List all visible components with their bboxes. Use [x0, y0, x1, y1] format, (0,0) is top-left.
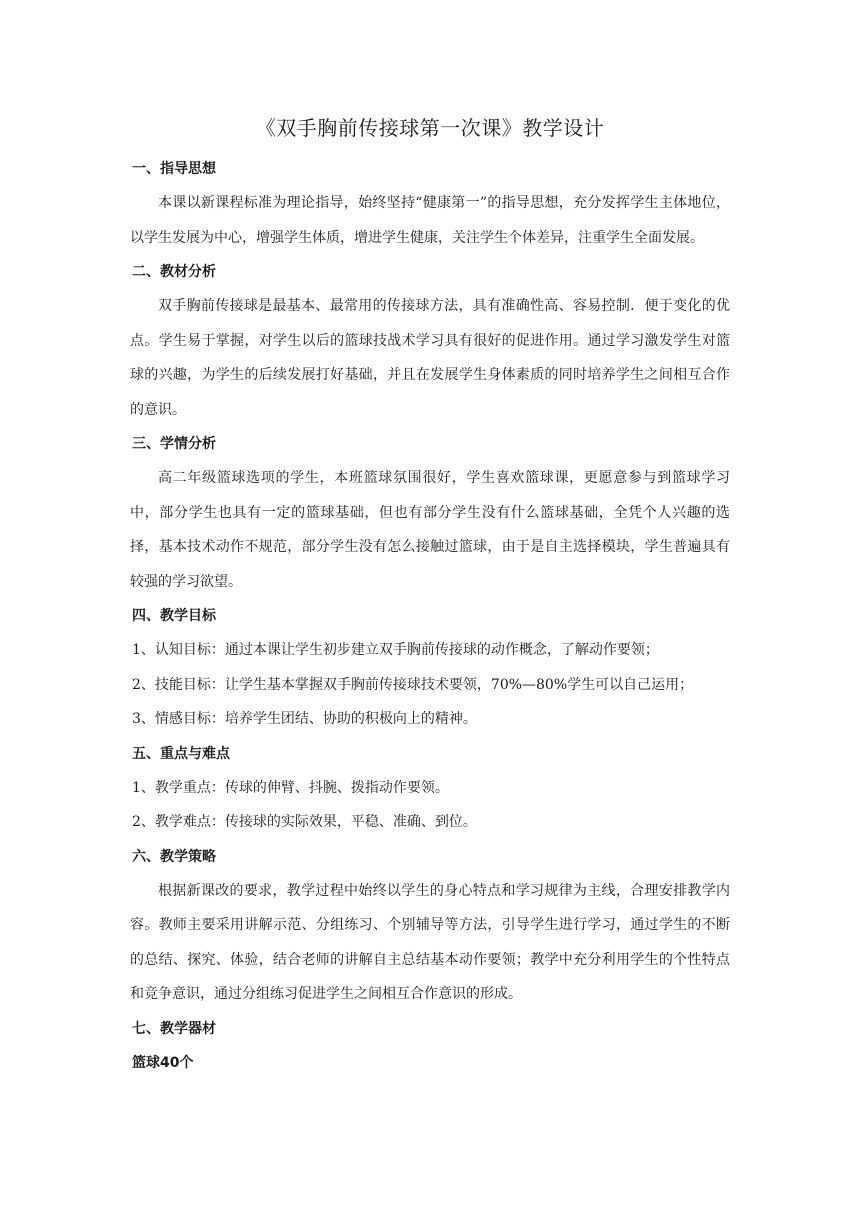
section-teaching-equipment	[130, 1012, 730, 1080]
objective-item: 2、技能目标：让学生基本掌握双手胸前传接球技术要领，70%—80%学生可以自己运用；	[132, 676, 694, 693]
section-paragraph: 本课以新课程标准为理论指导，始终坚持“健康第一”的指导思想，充分发挥学生主体地位，以学生发展为中心，增强学生体质，增进学生健康，关注学生个体差异，注重学生全面发展。	[130, 195, 730, 246]
section-heading: 三、学情分析	[132, 436, 216, 452]
objective-item: 3、情感目标：培养学生团结、协助的积极向上的精神。	[132, 711, 477, 727]
section-paragraph: 根据新课改的要求，教学过程中始终以学生的身心特点和学习规律为主线，合理安排教学内容。教师主要采用讲解示范、分组练习、个别辅导等方法，引导学生进行学习，通过学生的不断的总结、探究、体验，结合老师的讲解自主总结基本动作要领；教学中充分利用学生的个性特点和竞争意识，通过分组练习促进学生之间相互合作意识的形成。	[130, 882, 730, 1002]
section-heading: 二、教材分析	[132, 264, 216, 280]
section-heading: 五、重点与难点	[132, 745, 230, 762]
section-key-points	[130, 737, 730, 840]
section-heading: 一、指导思想	[132, 161, 216, 177]
equipment-item: 篮球40个	[132, 1054, 194, 1071]
key-point-item: 1、教学重点：传球的伸臂、抖腕、拨指动作要领。	[132, 779, 449, 796]
section-heading: 四、教学目标	[132, 608, 216, 624]
section-guiding-ideology	[130, 152, 730, 255]
key-point-item: 2、教学难点：传接球的实际效果，平稳、准确、到位。	[132, 814, 477, 830]
section-paragraph: 双手胸前传接球是最基本、最常用的传接球方法，具有准确性高、容易控制．便于变化的优点。学生易于掌握，对学生以后的篮球技战术学习具有很好的促进作用。通过学习激发学生对篮球的兴趣，为学生的后续发展打好基础，并且在发展学生身体素质的同时培养学生之间相互合作的意识。	[130, 298, 730, 418]
section-student-analysis	[130, 427, 730, 599]
section-teaching-strategy	[130, 840, 730, 1012]
section-heading: 六、教学策略	[132, 848, 216, 865]
section-teaching-objectives	[130, 599, 730, 737]
objective-item: 1、认知目标：通过本课让学生初步建立双手胸前传接球的动作概念，了解动作要领；	[132, 642, 659, 658]
document-content	[130, 112, 730, 1080]
section-paragraph: 高二年级篮球选项的学生，本班篮球氛围很好，学生喜欢篮球课，更愿意参与到篮球学习中，部分学生也具有一定的篮球基础，但也有部分学生没有什么篮球基础，全凭个人兴趣的选择，基本技术动作不规范，部分学生没有怎么接触过篮球，由于是自主选择模块，学生普遍具有较强的学习欲望。	[130, 470, 730, 590]
section-heading: 七、教学器材	[132, 1020, 216, 1037]
document-title: 《双手胸前传接球第一次课》教学设计	[255, 116, 605, 140]
section-material-analysis	[130, 255, 730, 427]
